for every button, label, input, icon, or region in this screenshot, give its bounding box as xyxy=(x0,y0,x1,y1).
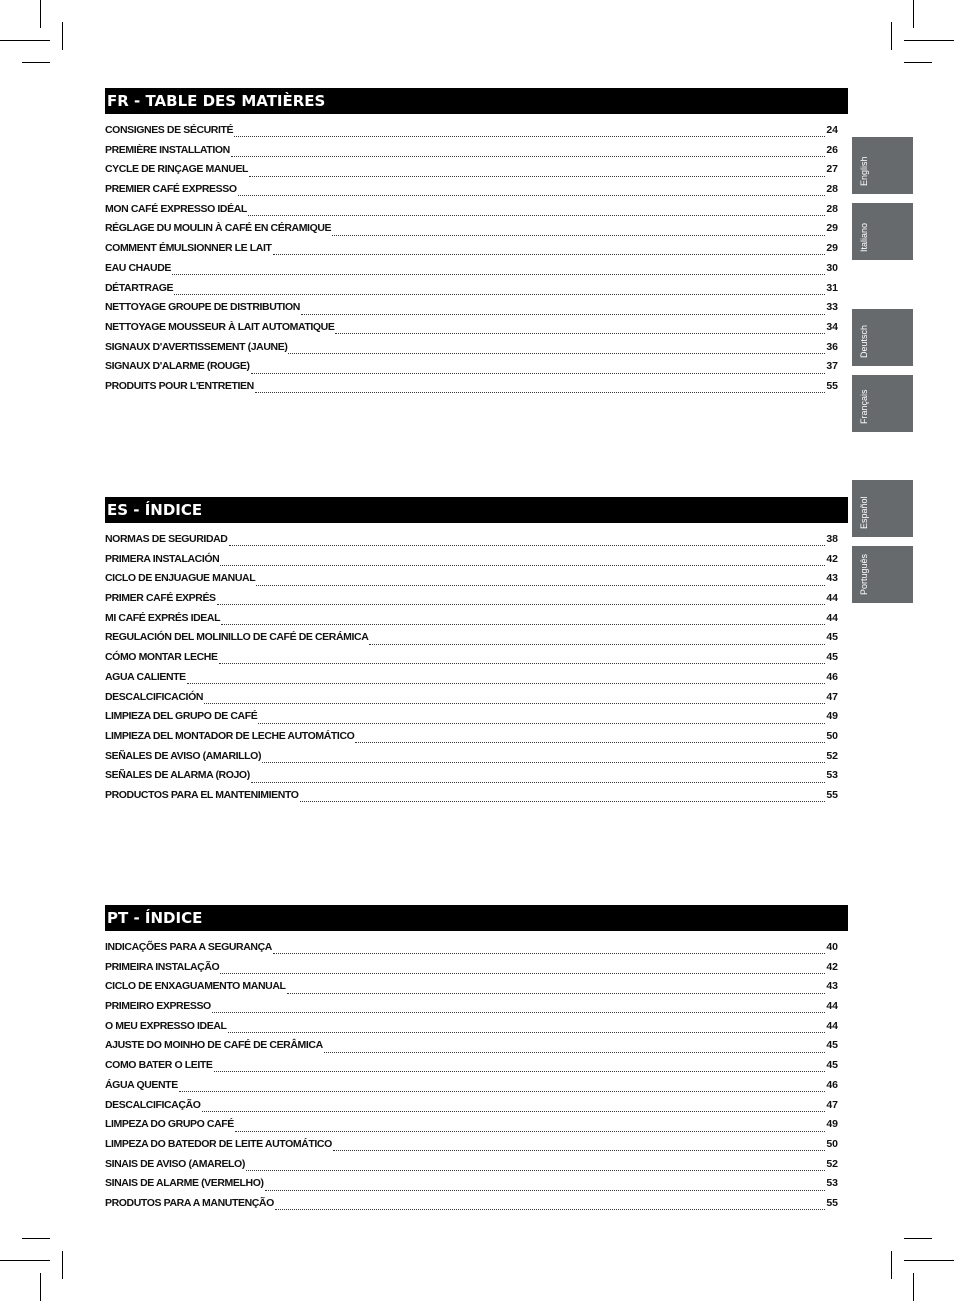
toc-entry-title: NETTOYAGE GROUPE DE DISTRIBUTION xyxy=(105,301,300,314)
toc-list xyxy=(105,124,848,400)
toc-entry[interactable] xyxy=(105,710,848,730)
toc-entry-title: PREMIÈRE INSTALLATION xyxy=(105,143,230,156)
toc-entry-title: CYCLE DE RINÇAGE MANUEL xyxy=(105,163,249,176)
toc-entry-page: 27 xyxy=(826,163,838,176)
toc-entry-title: DESCALCIFICACIÓN xyxy=(105,690,204,703)
toc-entry-page: 55 xyxy=(826,379,838,392)
toc-leader-dots xyxy=(251,782,826,783)
toc-leader-dots xyxy=(172,274,825,275)
toc-leader-dots xyxy=(249,176,825,177)
toc-leader-dots xyxy=(258,723,825,724)
toc-entry[interactable] xyxy=(105,533,848,553)
toc-entry[interactable] xyxy=(105,203,848,223)
toc-entry-page: 47 xyxy=(826,1098,838,1111)
toc-entry-page: 30 xyxy=(826,261,838,274)
toc-leader-dots xyxy=(234,136,825,137)
toc-entry[interactable] xyxy=(105,282,848,302)
toc-entry-page: 38 xyxy=(826,533,838,545)
toc-leader-dots xyxy=(238,195,826,196)
toc-entry-title: SINAIS DE ALARME (VERMELHO) xyxy=(105,1177,264,1190)
toc-entry-title: PRIMERA INSTALACIÓN xyxy=(105,552,220,565)
toc-entry-title: NETTOYAGE MOUSSEUR À LAIT AUTOMATIQUE xyxy=(105,320,335,333)
toc-entry-page: 42 xyxy=(826,552,838,565)
toc-leader-dots xyxy=(229,545,826,546)
toc-entry-title: EAU CHAUDE xyxy=(105,261,172,274)
language-tab-label: Español xyxy=(859,496,869,529)
toc-leader-dots xyxy=(265,1190,826,1191)
toc-leader-dots xyxy=(235,1131,825,1132)
toc-entry[interactable] xyxy=(105,691,848,711)
toc-leader-dots xyxy=(251,373,826,374)
toc-entry[interactable] xyxy=(105,1000,848,1020)
toc-entry[interactable] xyxy=(105,980,848,1000)
language-tab-portugues[interactable] xyxy=(852,546,913,603)
toc-leader-dots xyxy=(219,663,826,664)
toc-leader-dots xyxy=(324,1052,826,1053)
toc-leader-dots xyxy=(287,993,826,994)
toc-entry-page: 43 xyxy=(826,980,838,993)
toc-entry[interactable] xyxy=(105,1059,848,1079)
toc-entry[interactable] xyxy=(105,789,848,809)
toc-entry-page: 44 xyxy=(826,592,838,605)
toc-entry-page: 33 xyxy=(826,301,838,314)
toc-entry-page: 28 xyxy=(826,202,838,215)
toc-entry-title: INDICAÇÕES PARA A SEGURANÇA xyxy=(105,941,272,953)
toc-leader-dots xyxy=(355,742,825,743)
toc-section-fr xyxy=(105,88,848,400)
toc-entry-page: 53 xyxy=(826,1177,838,1190)
section-header: FR - TABLE DES MATIÈRES xyxy=(105,88,848,114)
toc-entry[interactable] xyxy=(105,612,848,632)
toc-entry-title: NORMAS DE SEGURIDAD xyxy=(105,533,228,545)
toc-entry-page: 46 xyxy=(826,1078,838,1091)
toc-leader-dots xyxy=(300,801,826,802)
toc-entry-title: PREMIER CAFÉ EXPRESSO xyxy=(105,183,237,196)
toc-entry[interactable] xyxy=(105,321,848,341)
toc-entry-title: PRODUTOS PARA A MANUTENÇÃO xyxy=(105,1196,274,1209)
toc-leader-dots xyxy=(214,1071,826,1072)
toc-entry[interactable] xyxy=(105,222,848,242)
toc-leader-dots xyxy=(174,294,825,295)
section-header: ES - ÍNDICE xyxy=(105,497,848,523)
toc-entry-page: 44 xyxy=(826,1000,838,1013)
toc-entry-title: CONSIGNES DE SÉCURITÉ xyxy=(105,124,234,136)
language-tab-espanol[interactable] xyxy=(852,480,913,537)
language-tab-label: Italiano xyxy=(859,222,869,252)
toc-leader-dots xyxy=(228,1032,826,1033)
toc-list xyxy=(105,941,848,1217)
toc-entry-page: 45 xyxy=(826,631,838,644)
toc-entry-title: PRIMEIRA INSTALAÇÃO xyxy=(105,960,220,973)
toc-entry[interactable] xyxy=(105,941,848,961)
toc-entry-title: RÉGLAGE DU MOULIN À CAFÉ EN CÉRAMIQUE xyxy=(105,222,332,235)
toc-entry-page: 50 xyxy=(826,729,838,742)
toc-entry-page: 37 xyxy=(826,360,838,373)
toc-leader-dots xyxy=(262,762,825,763)
toc-leader-dots xyxy=(204,703,825,704)
toc-leader-dots xyxy=(202,1111,826,1112)
language-tab-label: Français xyxy=(859,389,869,424)
toc-leader-dots xyxy=(273,953,825,954)
toc-entry-title: SINAIS DE AVISO (AMARELO) xyxy=(105,1157,245,1170)
toc-entry-title: SEÑALES DE AVISO (AMARILLO) xyxy=(105,749,262,762)
toc-entry[interactable] xyxy=(105,592,848,612)
toc-leader-dots xyxy=(221,624,825,625)
toc-entry[interactable] xyxy=(105,262,848,282)
toc-entry[interactable] xyxy=(105,572,848,592)
language-tab-label: Deutsch xyxy=(859,324,869,358)
toc-entry[interactable] xyxy=(105,961,848,981)
toc-entry-page: 24 xyxy=(826,124,838,136)
toc-leader-dots xyxy=(246,1170,825,1171)
toc-leader-dots xyxy=(369,644,825,645)
toc-entry-page: 29 xyxy=(826,222,838,235)
toc-entry-page: 44 xyxy=(826,1019,838,1032)
language-tab-label: Português xyxy=(859,553,869,595)
toc-leader-dots xyxy=(301,314,825,315)
toc-entry[interactable] xyxy=(105,124,848,144)
toc-entry-title: LIMPEZA DO BATEDOR DE LEITE AUTOMÁTICO xyxy=(105,1137,332,1150)
toc-leader-dots xyxy=(273,254,826,255)
toc-leader-dots xyxy=(288,353,825,354)
toc-entry-title: MI CAFÉ EXPRÉS IDEAL xyxy=(105,611,221,624)
toc-entry[interactable] xyxy=(105,1177,848,1197)
toc-entry-title: COMO BATER O LEITE xyxy=(105,1059,213,1072)
toc-entry[interactable] xyxy=(105,301,848,321)
toc-entry[interactable] xyxy=(105,1158,848,1178)
toc-entry-title: SEÑALES DE ALARMA (ROJO) xyxy=(105,769,250,782)
toc-leader-dots xyxy=(248,215,825,216)
toc-entry-page: 45 xyxy=(826,1059,838,1072)
toc-entry-page: 55 xyxy=(826,788,838,801)
toc-entry-title: DESCALCIFICAÇÃO xyxy=(105,1098,201,1111)
toc-entry-title: ÁGUA QUENTE xyxy=(105,1078,178,1091)
toc-entry[interactable] xyxy=(105,1039,848,1059)
language-tab-english[interactable] xyxy=(852,137,913,194)
toc-leader-dots xyxy=(179,1091,826,1092)
toc-entry-page: 26 xyxy=(826,143,838,156)
toc-entry-title: PRODUITS POUR L'ENTRETIEN xyxy=(105,379,254,392)
toc-leader-dots xyxy=(255,392,825,393)
toc-entry-title: CÓMO MONTAR LECHE xyxy=(105,651,218,664)
toc-entry-title: LIMPIEZA DEL MONTADOR DE LECHE AUTOMÁTICO xyxy=(105,729,355,742)
toc-entry-page: 36 xyxy=(826,340,838,353)
toc-entry[interactable] xyxy=(105,631,848,651)
toc-leader-dots xyxy=(220,973,825,974)
toc-leader-dots xyxy=(256,585,825,586)
toc-leader-dots xyxy=(333,1150,825,1151)
toc-entry-title: REGULACIÓN DEL MOLINILLO DE CAFÉ DE CERÁMICA xyxy=(105,631,369,644)
toc-entry[interactable] xyxy=(105,1118,848,1138)
toc-leader-dots xyxy=(335,333,825,334)
toc-entry-title: PRODUCTOS PARA EL MANTENIMIENTO xyxy=(105,788,299,801)
toc-leader-dots xyxy=(332,235,825,236)
toc-leader-dots xyxy=(275,1209,825,1210)
section-header: PT - ÍNDICE xyxy=(105,905,848,931)
toc-entry[interactable] xyxy=(105,163,848,183)
toc-entry-page: 46 xyxy=(826,670,838,683)
toc-entry[interactable] xyxy=(105,671,848,691)
toc-entry-page: 34 xyxy=(826,320,838,333)
toc-entry-page: 50 xyxy=(826,1137,838,1150)
toc-entry-title: SIGNAUX D'ALARME (ROUGE) xyxy=(105,360,250,373)
toc-entry-page: 53 xyxy=(826,769,838,782)
toc-entry-title: COMMENT ÉMULSIONNER LE LAIT xyxy=(105,242,272,255)
toc-entry-page: 31 xyxy=(826,281,838,294)
toc-entry[interactable] xyxy=(105,341,848,361)
toc-section-es xyxy=(105,497,848,809)
toc-entry[interactable] xyxy=(105,144,848,164)
toc-entry[interactable] xyxy=(105,1138,848,1158)
toc-entry-title: PRIMER CAFÉ EXPRÉS xyxy=(105,592,216,605)
language-tab-deutsch[interactable] xyxy=(852,309,913,366)
toc-entry-title: AJUSTE DO MOINHO DE CAFÉ DE CERÂMICA xyxy=(105,1039,323,1052)
toc-entry-page: 45 xyxy=(826,1039,838,1052)
toc-entry[interactable] xyxy=(105,651,848,671)
toc-leader-dots xyxy=(212,1012,826,1013)
toc-entry-title: PRIMEIRO EXPRESSO xyxy=(105,1000,211,1013)
toc-entry-page: 52 xyxy=(826,1157,838,1170)
toc-entry-page: 52 xyxy=(826,749,838,762)
toc-entry-title: CICLO DE ENJUAGUE MANUAL xyxy=(105,572,256,585)
language-tab-francais[interactable] xyxy=(852,375,913,432)
language-tab-italiano[interactable] xyxy=(852,203,913,260)
toc-entry-title: LIMPIEZA DEL GRUPO DE CAFÉ xyxy=(105,710,258,723)
toc-entry[interactable] xyxy=(105,553,848,573)
toc-section-pt xyxy=(105,905,848,1217)
toc-leader-dots xyxy=(231,156,826,157)
toc-entry[interactable] xyxy=(105,769,848,789)
toc-entry[interactable] xyxy=(105,1020,848,1040)
toc-entry-page: 44 xyxy=(826,611,838,624)
toc-entry[interactable] xyxy=(105,183,848,203)
toc-entry[interactable] xyxy=(105,1079,848,1099)
toc-entry[interactable] xyxy=(105,360,848,380)
toc-entry-page: 45 xyxy=(826,651,838,664)
toc-entry-title: LIMPEZA DO GRUPO CAFÉ xyxy=(105,1118,234,1131)
toc-entry[interactable] xyxy=(105,1197,848,1217)
toc-entry-page: 55 xyxy=(826,1196,838,1209)
toc-entry[interactable] xyxy=(105,1099,848,1119)
toc-entry-title: AGUA CALIENTE xyxy=(105,670,186,683)
toc-entry-page: 49 xyxy=(826,1118,838,1131)
toc-entry-title: CICLO DE ENXAGUAMENTO MANUAL xyxy=(105,980,286,993)
toc-entry-page: 43 xyxy=(826,572,838,585)
toc-leader-dots xyxy=(220,565,825,566)
toc-entry[interactable] xyxy=(105,380,848,400)
toc-entry[interactable] xyxy=(105,730,848,750)
toc-entry-title: DÉTARTRAGE xyxy=(105,281,174,294)
toc-entry[interactable] xyxy=(105,750,848,770)
toc-entry-page: 47 xyxy=(826,690,838,703)
toc-entry-title: SIGNAUX D'AVERTISSEMENT (JAUNE) xyxy=(105,340,288,353)
toc-entry-title: O MEU EXPRESSO IDEAL xyxy=(105,1019,227,1032)
toc-leader-dots xyxy=(217,604,826,605)
toc-entry[interactable] xyxy=(105,242,848,262)
toc-entry-page: 42 xyxy=(826,960,838,973)
toc-entry-title: MON CAFÉ EXPRESSO IDÉAL xyxy=(105,202,247,215)
language-tab-label: English xyxy=(859,156,869,186)
toc-entry-page: 28 xyxy=(826,183,838,196)
toc-list xyxy=(105,533,848,809)
toc-leader-dots xyxy=(187,683,826,684)
toc-entry-page: 29 xyxy=(826,242,838,255)
toc-entry-page: 49 xyxy=(826,710,838,723)
toc-entry-page: 40 xyxy=(826,941,838,953)
